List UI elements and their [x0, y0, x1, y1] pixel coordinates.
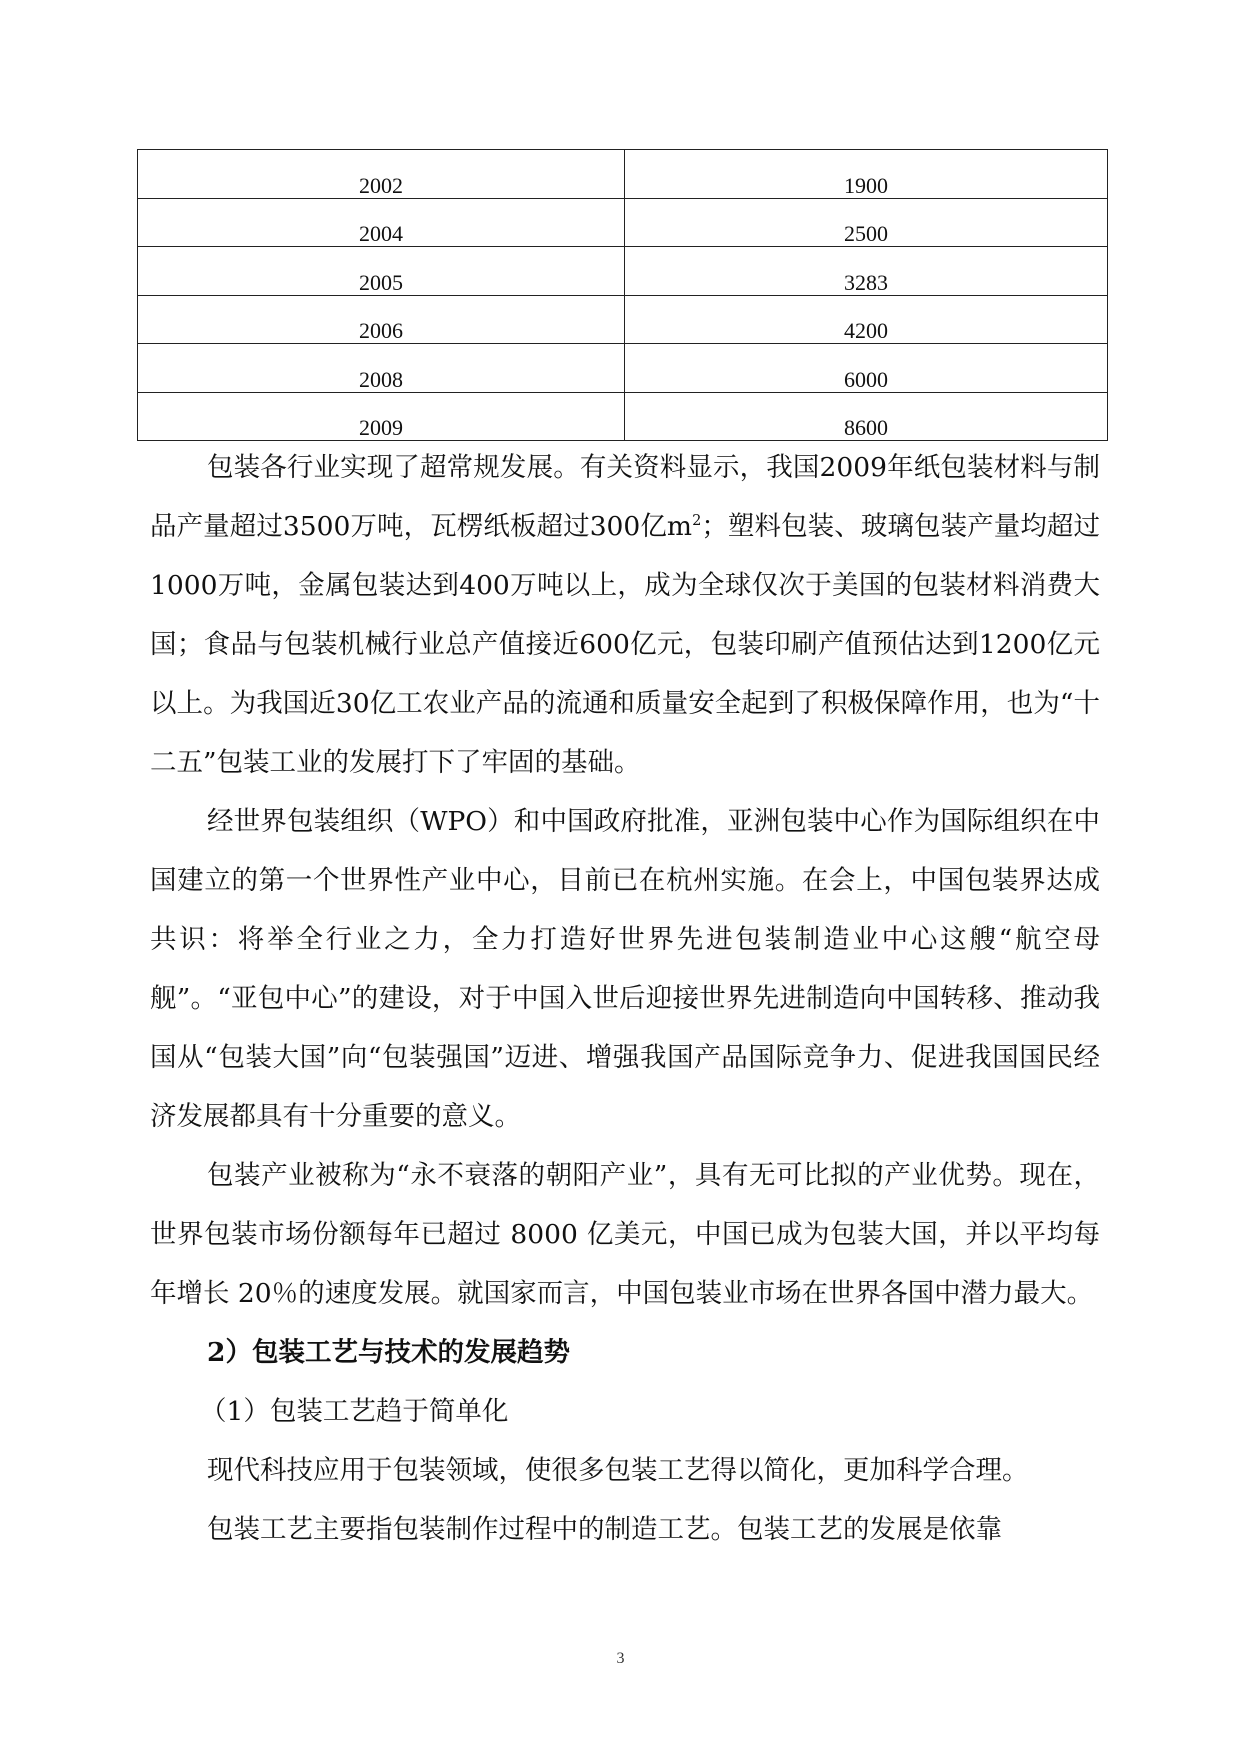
- body-text: [150, 438, 1100, 1559]
- value-cell: 4200: [625, 295, 1108, 344]
- table-row: [138, 150, 1108, 199]
- value-cell: 1900: [625, 150, 1108, 199]
- value-cell: 3283: [625, 247, 1108, 296]
- value-cell: 6000: [625, 344, 1108, 393]
- section-heading: 2）包装工艺与技术的发展趋势: [207, 1337, 570, 1368]
- year-cell: 2002: [138, 150, 625, 199]
- table-row: [138, 198, 1108, 247]
- year-cell: 2005: [138, 247, 625, 296]
- paragraph-asia-packaging-center: 经世界包装组织（WPO）和中国政府批准，亚洲包装中心作为国际组织在中国建立的第一个世界性产业中心，目前已在杭州实施。在会上，中国包装界达成共识：将举全行业之力，全力打造好世界先进包装制造业中心这艘“航空母舰”。“亚包中心”的建设，对于中国入世后迎接世界先进制造向中国转移、推动我国从“包装大国”向“包装强国”迈进、增强我国产品国际竞争力、促进我国国民经济发展都具有十分重要的意义。: [150, 806, 1100, 1132]
- table-row: [138, 247, 1108, 296]
- data-table: [137, 149, 1108, 441]
- value-cell: 2500: [625, 198, 1108, 247]
- superscript: 2: [692, 512, 702, 530]
- table-row: [138, 392, 1108, 441]
- year-cell: 2006: [138, 295, 625, 344]
- paragraph-sunrise-industry: 包装产业被称为“永不衰落的朝阳产业”，具有无可比拟的产业优势。现在，世界包装市场份额每年已超过 8000 亿美元，中国已成为包装大国，并以平均每年增长 20％的速度发展。就国家而言，中国包装业市场在世界各国中潜力最大。: [150, 1160, 1100, 1309]
- value-cell: 8600: [625, 392, 1108, 441]
- paragraph-text: 包装各行业实现了超常规发展。有关资料显示，我国2009年纸包装材料与制品产量超过3500万吨，瓦楞纸板超过300亿m: [150, 452, 1100, 542]
- table-row: [138, 295, 1108, 344]
- year-cell: 2004: [138, 198, 625, 247]
- paragraph-text: ；塑料包装、玻璃包装产量均超过1000万吨，金属包装达到400万吨以上，成为全球仅次于美国的包装材料消费大国；食品与包装机械行业总产值接近600亿元，包装印刷产值预估达到1200亿元以上。为我国近30亿工农业产品的流通和质量安全起到了积极保障作用，也为“十二五”包装工业的发展打下了牢固的基础。: [150, 511, 1101, 778]
- page-number: 3: [616, 1650, 625, 1667]
- paragraph-process: 包装工艺主要指包装制作过程中的制造工艺。包装工艺的发展是依靠: [207, 1514, 1002, 1545]
- year-cell: 2008: [138, 344, 625, 393]
- table-row: [138, 344, 1108, 393]
- subsection-heading: （1）包装工艺趋于简单化: [200, 1396, 509, 1427]
- year-cell: 2009: [138, 392, 625, 441]
- paragraph-technology: 现代科技应用于包装领域，使很多包装工艺得以简化，更加科学合理。: [207, 1455, 1029, 1486]
- paragraph-packaging-development: [150, 438, 1100, 792]
